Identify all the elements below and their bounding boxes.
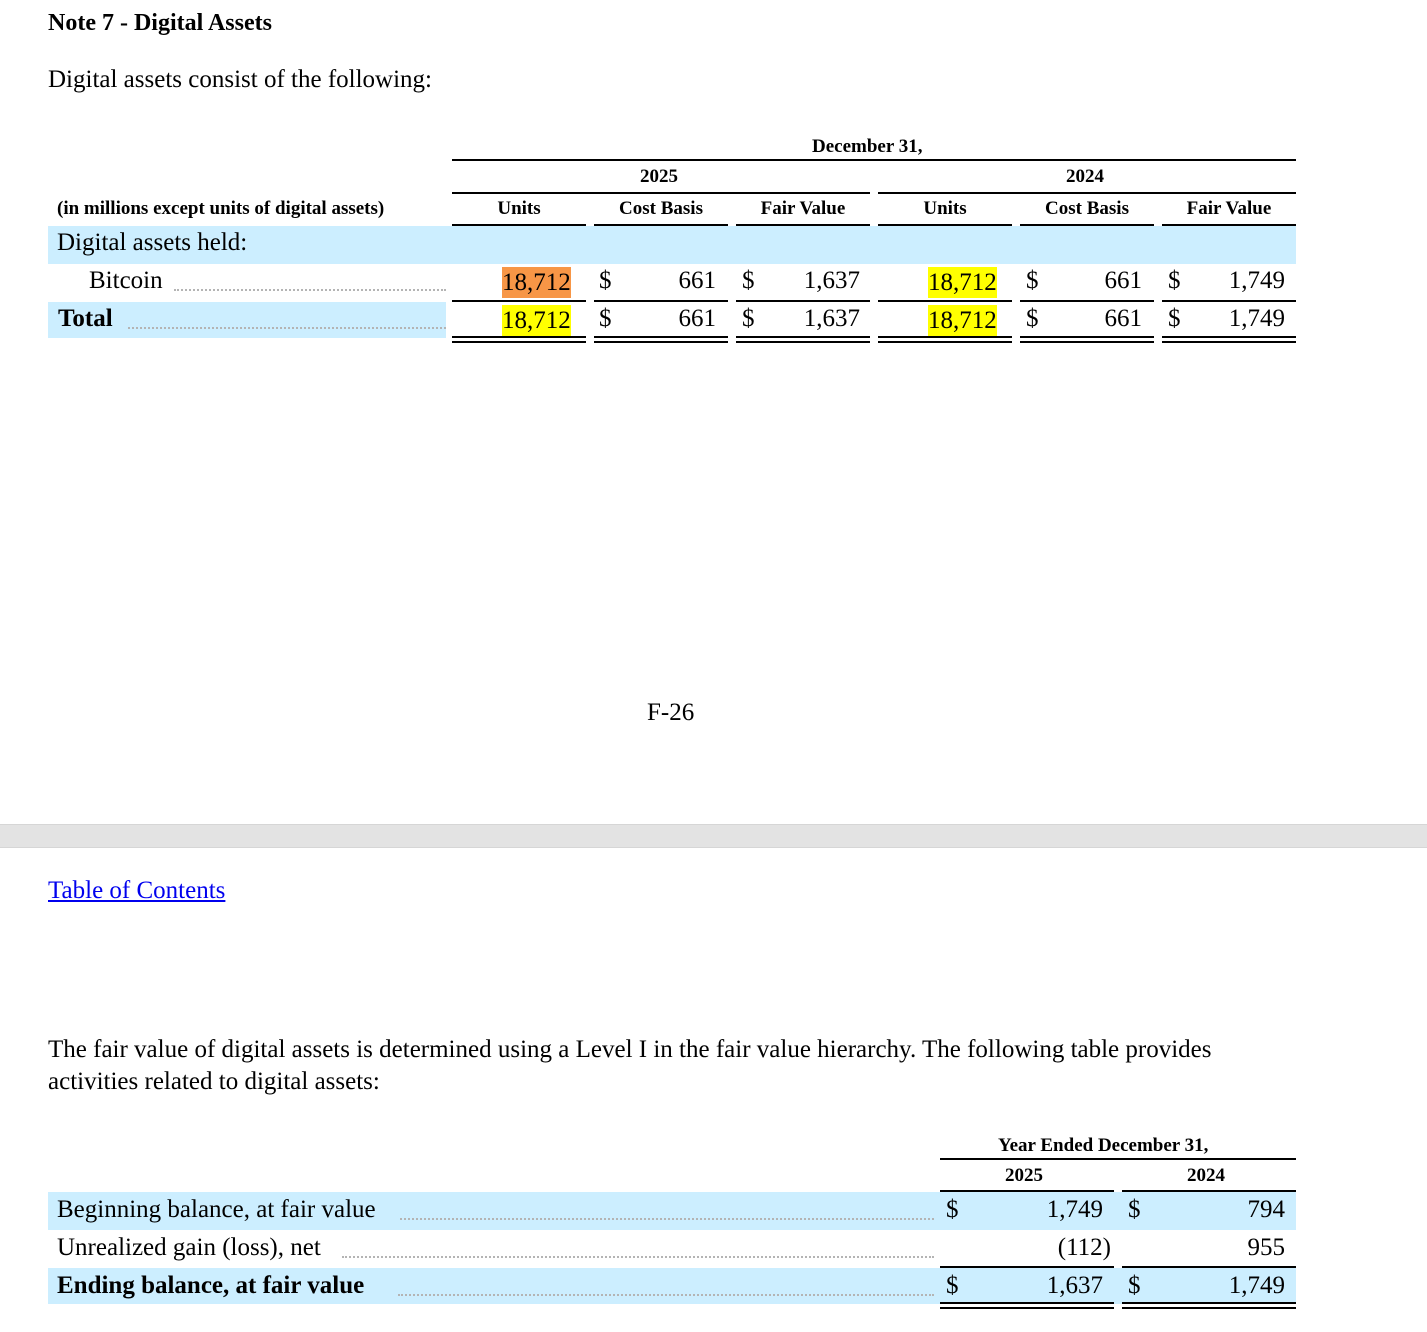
double-rule [736,336,870,343]
col-cost-2025: Cost Basis [619,198,703,219]
t2-double-rule [940,1302,1114,1309]
ending-balance-label: Ending balance, at fair value [57,1272,365,1299]
period-rule [452,159,1296,161]
subtotal-rule [736,300,870,302]
year-2025-rule [452,192,870,194]
bitcoin-cost-2025: 661 [678,267,716,294]
note-title: Note 7 - Digital Assets [48,10,272,36]
currency-symbol: $ [599,267,612,294]
page-number: F-26 [647,699,695,726]
total-label: Total [58,305,113,332]
double-rule [452,336,586,343]
bitcoin-cost-2024: 661 [1104,267,1142,294]
total-fair-2024: 1,749 [1228,305,1285,332]
subtotal-rule [878,300,1012,302]
col-fair-2024: Fair Value [1186,198,1272,219]
year-2025-header: 2025 [640,166,678,187]
currency-symbol: $ [742,267,755,294]
subtotal-rule [1020,300,1154,302]
t2-double-rule [1122,1302,1296,1309]
double-rule [594,336,728,343]
page-separator [0,824,1427,848]
col-cost-2024: Cost Basis [1045,198,1129,219]
bitcoin-fair-2025: 1,637 [803,267,860,294]
currency-symbol: $ [1128,1196,1141,1223]
ending-balance-2025: 1,637 [1046,1272,1103,1299]
leader-dots [398,1294,934,1296]
leader-dots [400,1218,934,1220]
t2-period-header: Year Ended December 31, [998,1135,1209,1156]
leader-dots [128,327,446,329]
bitcoin-units-2024: 18,712 [928,269,997,296]
currency-symbol: $ [599,305,612,332]
bitcoin-fair-2024: 1,749 [1228,267,1285,294]
bitcoin-label: Bitcoin [89,267,163,294]
t2-period-rule [940,1158,1296,1160]
section-label: Digital assets held: [57,229,248,256]
currency-symbol: $ [1168,305,1181,332]
total-cost-2024: 661 [1104,305,1142,332]
total-cost-2025: 661 [678,305,716,332]
subtotal-rule [452,300,586,302]
currency-symbol: $ [1128,1272,1141,1299]
fair-value-paragraph: The fair value of digital assets is determined using a Level I in the fair value hierarchy. The following table provides activities related to digital assets: [48,1036,1212,1095]
col-units-2025: Units [497,198,541,219]
intro-text: Digital assets consist of the following: [48,66,432,93]
col-fair-2025: Fair Value [760,198,846,219]
currency-symbol: $ [1168,267,1181,294]
col-units-2024: Units [923,198,967,219]
double-rule [1020,336,1154,343]
currency-symbol: $ [946,1272,959,1299]
beginning-balance-2024: 794 [1247,1196,1285,1223]
double-rule [1162,336,1296,343]
unrealized-gain-2024: 955 [1247,1234,1285,1261]
currency-symbol: $ [946,1196,959,1223]
unrealized-gain-2025: (112) [1057,1234,1111,1261]
bitcoin-units-2025: 18,712 [502,269,571,296]
t2-year-2025: 2025 [1005,1165,1043,1186]
t2-year-2024: 2024 [1187,1165,1225,1186]
year-2024-header: 2024 [1066,166,1104,187]
currency-symbol: $ [1026,305,1039,332]
currency-symbol: $ [742,305,755,332]
leader-dots [174,289,446,291]
table-of-contents-link[interactable]: Table of Contents [48,877,226,904]
total-units-2025: 18,712 [502,307,571,334]
subtotal-rule [594,300,728,302]
ending-balance-2024: 1,749 [1228,1272,1285,1299]
leader-dots [342,1256,934,1258]
row-header: (in millions except units of digital assets) [57,198,385,219]
beginning-balance-label: Beginning balance, at fair value [57,1196,376,1223]
subtotal-rule [1162,300,1296,302]
year-2024-rule [878,192,1296,194]
period-header: December 31, [812,136,923,157]
total-units-2024: 18,712 [928,307,997,334]
double-rule [878,336,1012,343]
beginning-balance-2025: 1,749 [1046,1196,1103,1223]
unrealized-gain-label: Unrealized gain (loss), net [57,1234,321,1261]
currency-symbol: $ [1026,267,1039,294]
total-fair-2025: 1,637 [803,305,860,332]
